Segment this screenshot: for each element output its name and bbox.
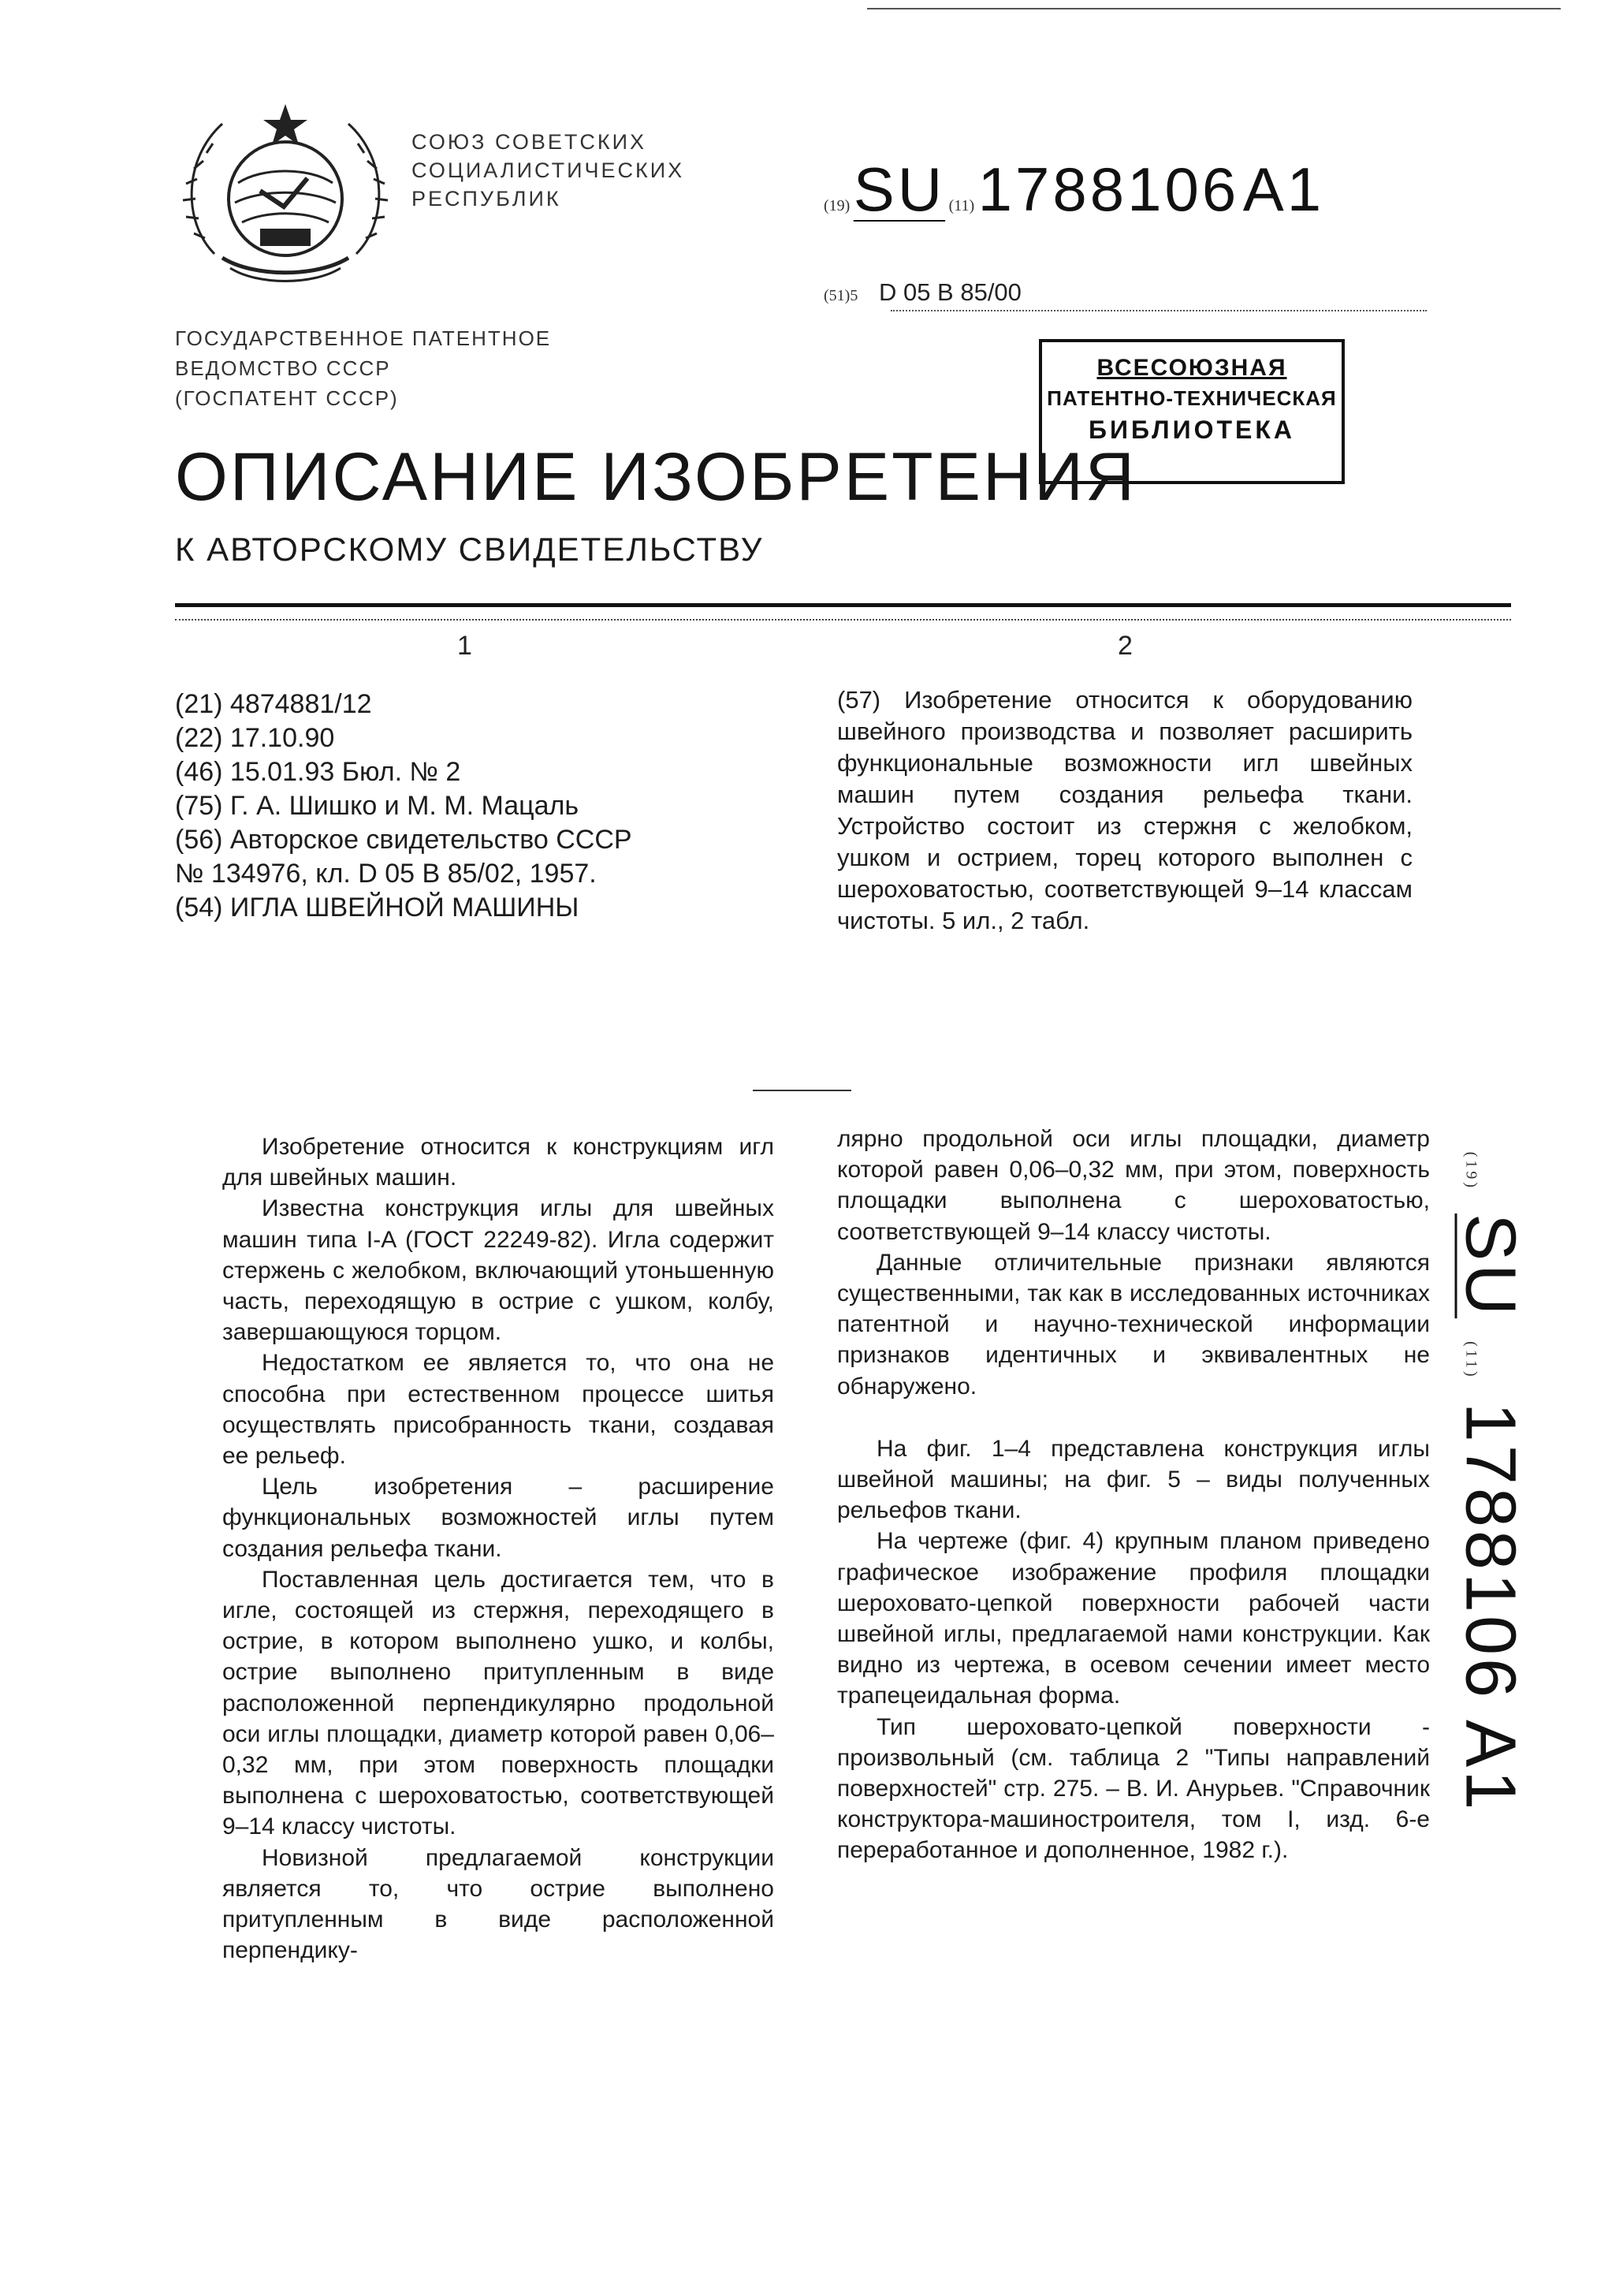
vertical-patent-number (1450, 1151, 1530, 1813)
left-column-text (222, 1131, 774, 1966)
patent-number: 1788106 (1450, 1402, 1530, 1702)
country-line: СОЦИАЛИСТИЧЕСКИХ (411, 158, 685, 182)
patent-office (175, 323, 551, 413)
inid-code-11: (11) (1462, 1341, 1480, 1380)
paragraph: Изобретение относится к конструкциям игл для швейных машин. (222, 1134, 774, 1191)
paragraph: Поставленная цель достигается тем, что в игле, состоящей из стержня, переходящего в острие, в котором выполнено ушко, и колбы, острие выполнено притупленным в виде расположенной перпендикулярно продольной оси иглы площадки, диаметр которой равен 0,06–0,32 мм, при этом поверхность площадки выполнена с шероховатостью, соответствующей 9–14 классу чистоты. (222, 1566, 774, 1840)
column-number: 1 (457, 631, 472, 661)
section-divider (753, 1090, 851, 1091)
ussr-emblem-icon (167, 88, 404, 301)
inid-code-11: (11) (948, 197, 975, 214)
biblio-line: (21) 4874881/12 (175, 689, 372, 719)
publication-number (824, 154, 1324, 226)
country-code: SU (853, 155, 946, 224)
column-number: 2 (1118, 631, 1133, 661)
inid-code-19: (19) (824, 197, 851, 214)
office-line: ВЕДОМСТВО СССР (175, 356, 391, 380)
abstract: (57) Изобретение относится к оборудованию швейного производства и позволяет расширить функциональные возможности игл швейных машин путем создания рельефа ткани. Устройство состоит из стержня с желобком, ушком и острием, торец которого выполнен с шероховатостью, соответствующей 9–14 классам чистоты. 5 ил., 2 табл. (837, 686, 1413, 934)
biblio-line: (75) Г. А. Шишко и М. М. Мацаль (175, 791, 579, 821)
right-column-text (837, 1124, 1430, 1866)
stamp-line: ПАТЕНТНО-ТЕХНИЧЕСКАЯ (1047, 386, 1337, 410)
document-subtitle: К АВТОРСКОМУ СВИДЕТЕЛЬСТВУ (175, 531, 764, 568)
paragraph: На чертеже (фиг. 4) крупным планом приведено графическое изображение профиля площадки шероховато-цепкой поверхности рабочей части швейной иглы, предлагаемой нами конструкции. Как видно из чертежа, в осевом сечении имеет место трапецеидальная форма. (837, 1528, 1430, 1709)
header-rule-dotted (175, 619, 1511, 621)
paragraph: Данные отличительные признаки являются существенными, так как в исследованных источниках патентной и научно-технической информации признаков идентичных и эквивалентных не обнаружено. (837, 1249, 1430, 1400)
ipc-underline (891, 310, 1427, 311)
paragraph: Тип шероховато-цепкой поверхности - произвольный (см. таблица 2 "Типы направлений поверхностей" стр. 275. – В. И. Анурьев. "Справочник конструктора-машиностроителя, том I, изд. 6-е переработанное и дополненное, 1982 г.). (837, 1713, 1430, 1864)
document-title: ОПИСАНИЕ ИЗОБРЕТЕНИЯ (175, 439, 1137, 515)
paragraph: Новизной предлагаемой конструкции является то, что острие выполнено притупленным в виде расположенной перпендику- (222, 1844, 774, 1964)
top-edge-line (867, 8, 1561, 9)
biblio-line: (22) 17.10.90 (175, 723, 335, 753)
paragraph-gap (837, 1402, 1430, 1433)
paragraph: Цель изобретения – расширение функциональных возможностей иглы путем создания рельефа ткани. (222, 1474, 774, 1562)
biblio-line: (56) Авторское свидетельство СССР (175, 825, 632, 855)
biblio-line: (46) 15.01.93 Бюл. № 2 (175, 757, 461, 787)
country-name (411, 128, 684, 213)
stamp-line: БИБЛИОТЕКА (1088, 416, 1296, 444)
biblio-line: (54) ИГЛА ШВЕЙНОЙ МАШИНЫ (175, 893, 579, 922)
inid-code-51: (51)5 (824, 287, 858, 304)
patent-number: 1788106 (977, 155, 1240, 224)
biblio-line: № 134976, кл. D 05 B 85/02, 1957. (175, 859, 597, 889)
country-line: РЕСПУБЛИК (411, 187, 561, 211)
country-code: SU (1450, 1213, 1530, 1319)
kind-code: A1 (1450, 1720, 1530, 1813)
ipc-classification (824, 278, 1022, 307)
country-line: СОЮЗ СОВЕТСКИХ (411, 130, 647, 154)
inid-code-19: (19) (1462, 1151, 1480, 1191)
paragraph: Известна конструкция иглы для швейных машин типа I-A (ГОСТ 22249-82). Игла содержит стержень с желобком, включающий утоньшенную часть, переходящую в острие с ушком, колбу, завершающуюся торцом. (222, 1195, 774, 1346)
header-rule (175, 603, 1511, 607)
office-line: ГОСУДАРСТВЕННОЕ ПАТЕНТНОЕ (175, 326, 552, 350)
stamp-line: ВСЕСОЮЗНАЯ (1096, 355, 1287, 381)
ipc-value: D 05 B 85/00 (878, 278, 1022, 306)
kind-code: A1 (1242, 155, 1325, 224)
paragraph: На фиг. 1–4 представлена конструкция иглы швейной машины; на фиг. 5 – виды полученных рельефов ткани. (837, 1435, 1430, 1524)
paragraph: Недостатком ее является то, что она не способна при естественном процессе шитья осуществлять присобранность ткани, создавая ее рельеф. (222, 1350, 774, 1470)
paragraph: лярно продольной оси иглы площадки, диаметр которой равен 0,06–0,32 мм, при этом, поверхность площадки выполнена с шероховатостью, соответствующей 9–14 классу чистоты. (837, 1126, 1430, 1245)
office-line: (ГОСПАТЕНТ СССР) (175, 386, 399, 410)
bibliographic-data (175, 688, 632, 925)
